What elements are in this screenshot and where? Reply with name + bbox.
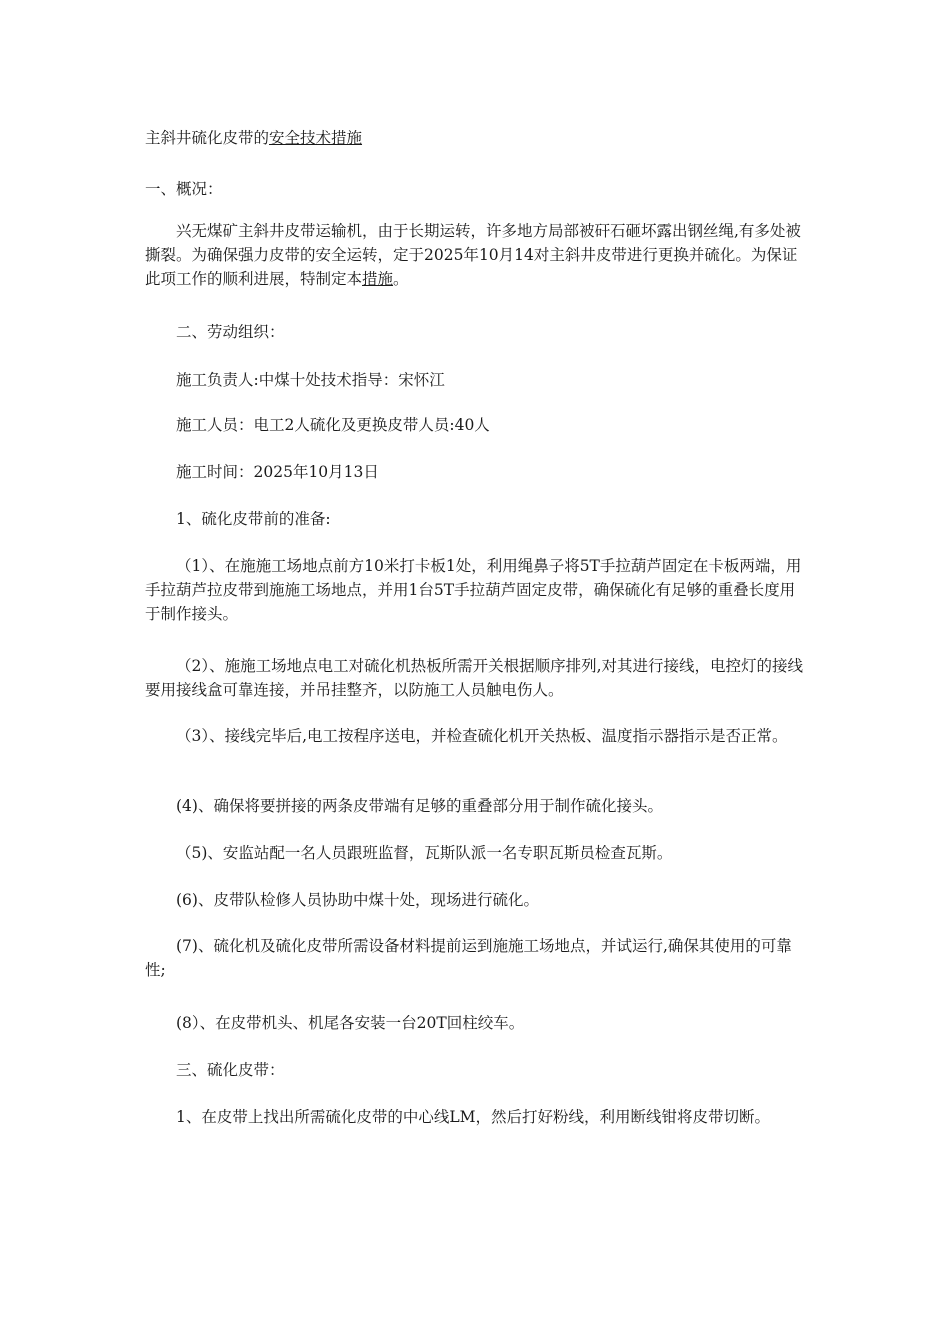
title-link[interactable]: 安全技术措施: [269, 129, 363, 147]
vulcanize-item: 1、在皮带上找出所需硫化皮带的中心线LM，然后打好粉线，利用断线钳将皮带切断。: [176, 1108, 771, 1126]
prep-item: （1）、在施施工场地点前方10米打卡板1处，利用绳鼻子将5T手拉葫芦固定在卡板两端，用手拉葫芦拉皮带到施施工场地点，并用1台5T手拉葫芦固定皮带，确保硫化有足够的重叠长度用于制作接头。: [145, 557, 802, 623]
section-heading-labor: 二、劳动组织：: [176, 323, 285, 341]
prep-item: （2）、施施工场地点电工对硫化机热板所需开关根据顺序排列,对其进行接线，电控灯的接线要用接线盒可靠连接，并吊挂整齐，以防施工人员触电伤人。: [145, 657, 804, 699]
overview-end: 。: [393, 270, 409, 288]
labor-time: 施工时间：2025年10月13日: [176, 463, 379, 481]
prep-item: (6)、皮带队检修人员协助中煤十处，现场进行硫化。: [176, 891, 539, 909]
prep-item: (8）、在皮带机头、机尾各安装一台20T回柱绞车。: [176, 1014, 525, 1032]
labor-leader: 施工负责人:中煤十处技术指导：宋怀江: [176, 371, 445, 389]
prep-heading: 1、硫化皮带前的准备:: [176, 510, 331, 528]
title-text: 主斜井硫化皮带的: [145, 129, 270, 147]
prep-item: （3）、接线完毕后,电工按程序送电，并检查硫化机开关热板、温度指示器指示是否正常。: [176, 727, 788, 745]
measures-link[interactable]: 措施: [362, 270, 394, 288]
prep-item: (7)、硫化机及硫化皮带所需设备材料提前运到施施工场地点，并试运行,确保其使用的可靠性;: [145, 937, 792, 979]
section-heading-vulcanize: 三、硫化皮带：: [176, 1061, 285, 1079]
prep-item: （5)、安监站配一名人员跟班监督，瓦斯队派一名专职瓦斯员检查瓦斯。: [176, 844, 673, 862]
overview-text: 兴无煤矿主斜井皮带运输机，由于长期运转，许多地方局部被矸石砸坏露出钢丝绳,有多处被撕裂。为确保强力皮带的安全运转，定于2025年10月14对主斜井皮带进行更换并硫化。为保证此项工作的顺利进展，特制定本: [145, 222, 801, 288]
overview-paragraph: [145, 219, 805, 291]
section-heading-overview: 一、概况：: [145, 180, 223, 198]
labor-staff: 施工人员：电工2人硫化及更换皮带人员:40人: [176, 416, 490, 434]
prep-item: (4)、确保将要拼接的两条皮带端有足够的重叠部分用于制作硫化接头。: [176, 797, 663, 815]
document-title: [145, 127, 362, 149]
